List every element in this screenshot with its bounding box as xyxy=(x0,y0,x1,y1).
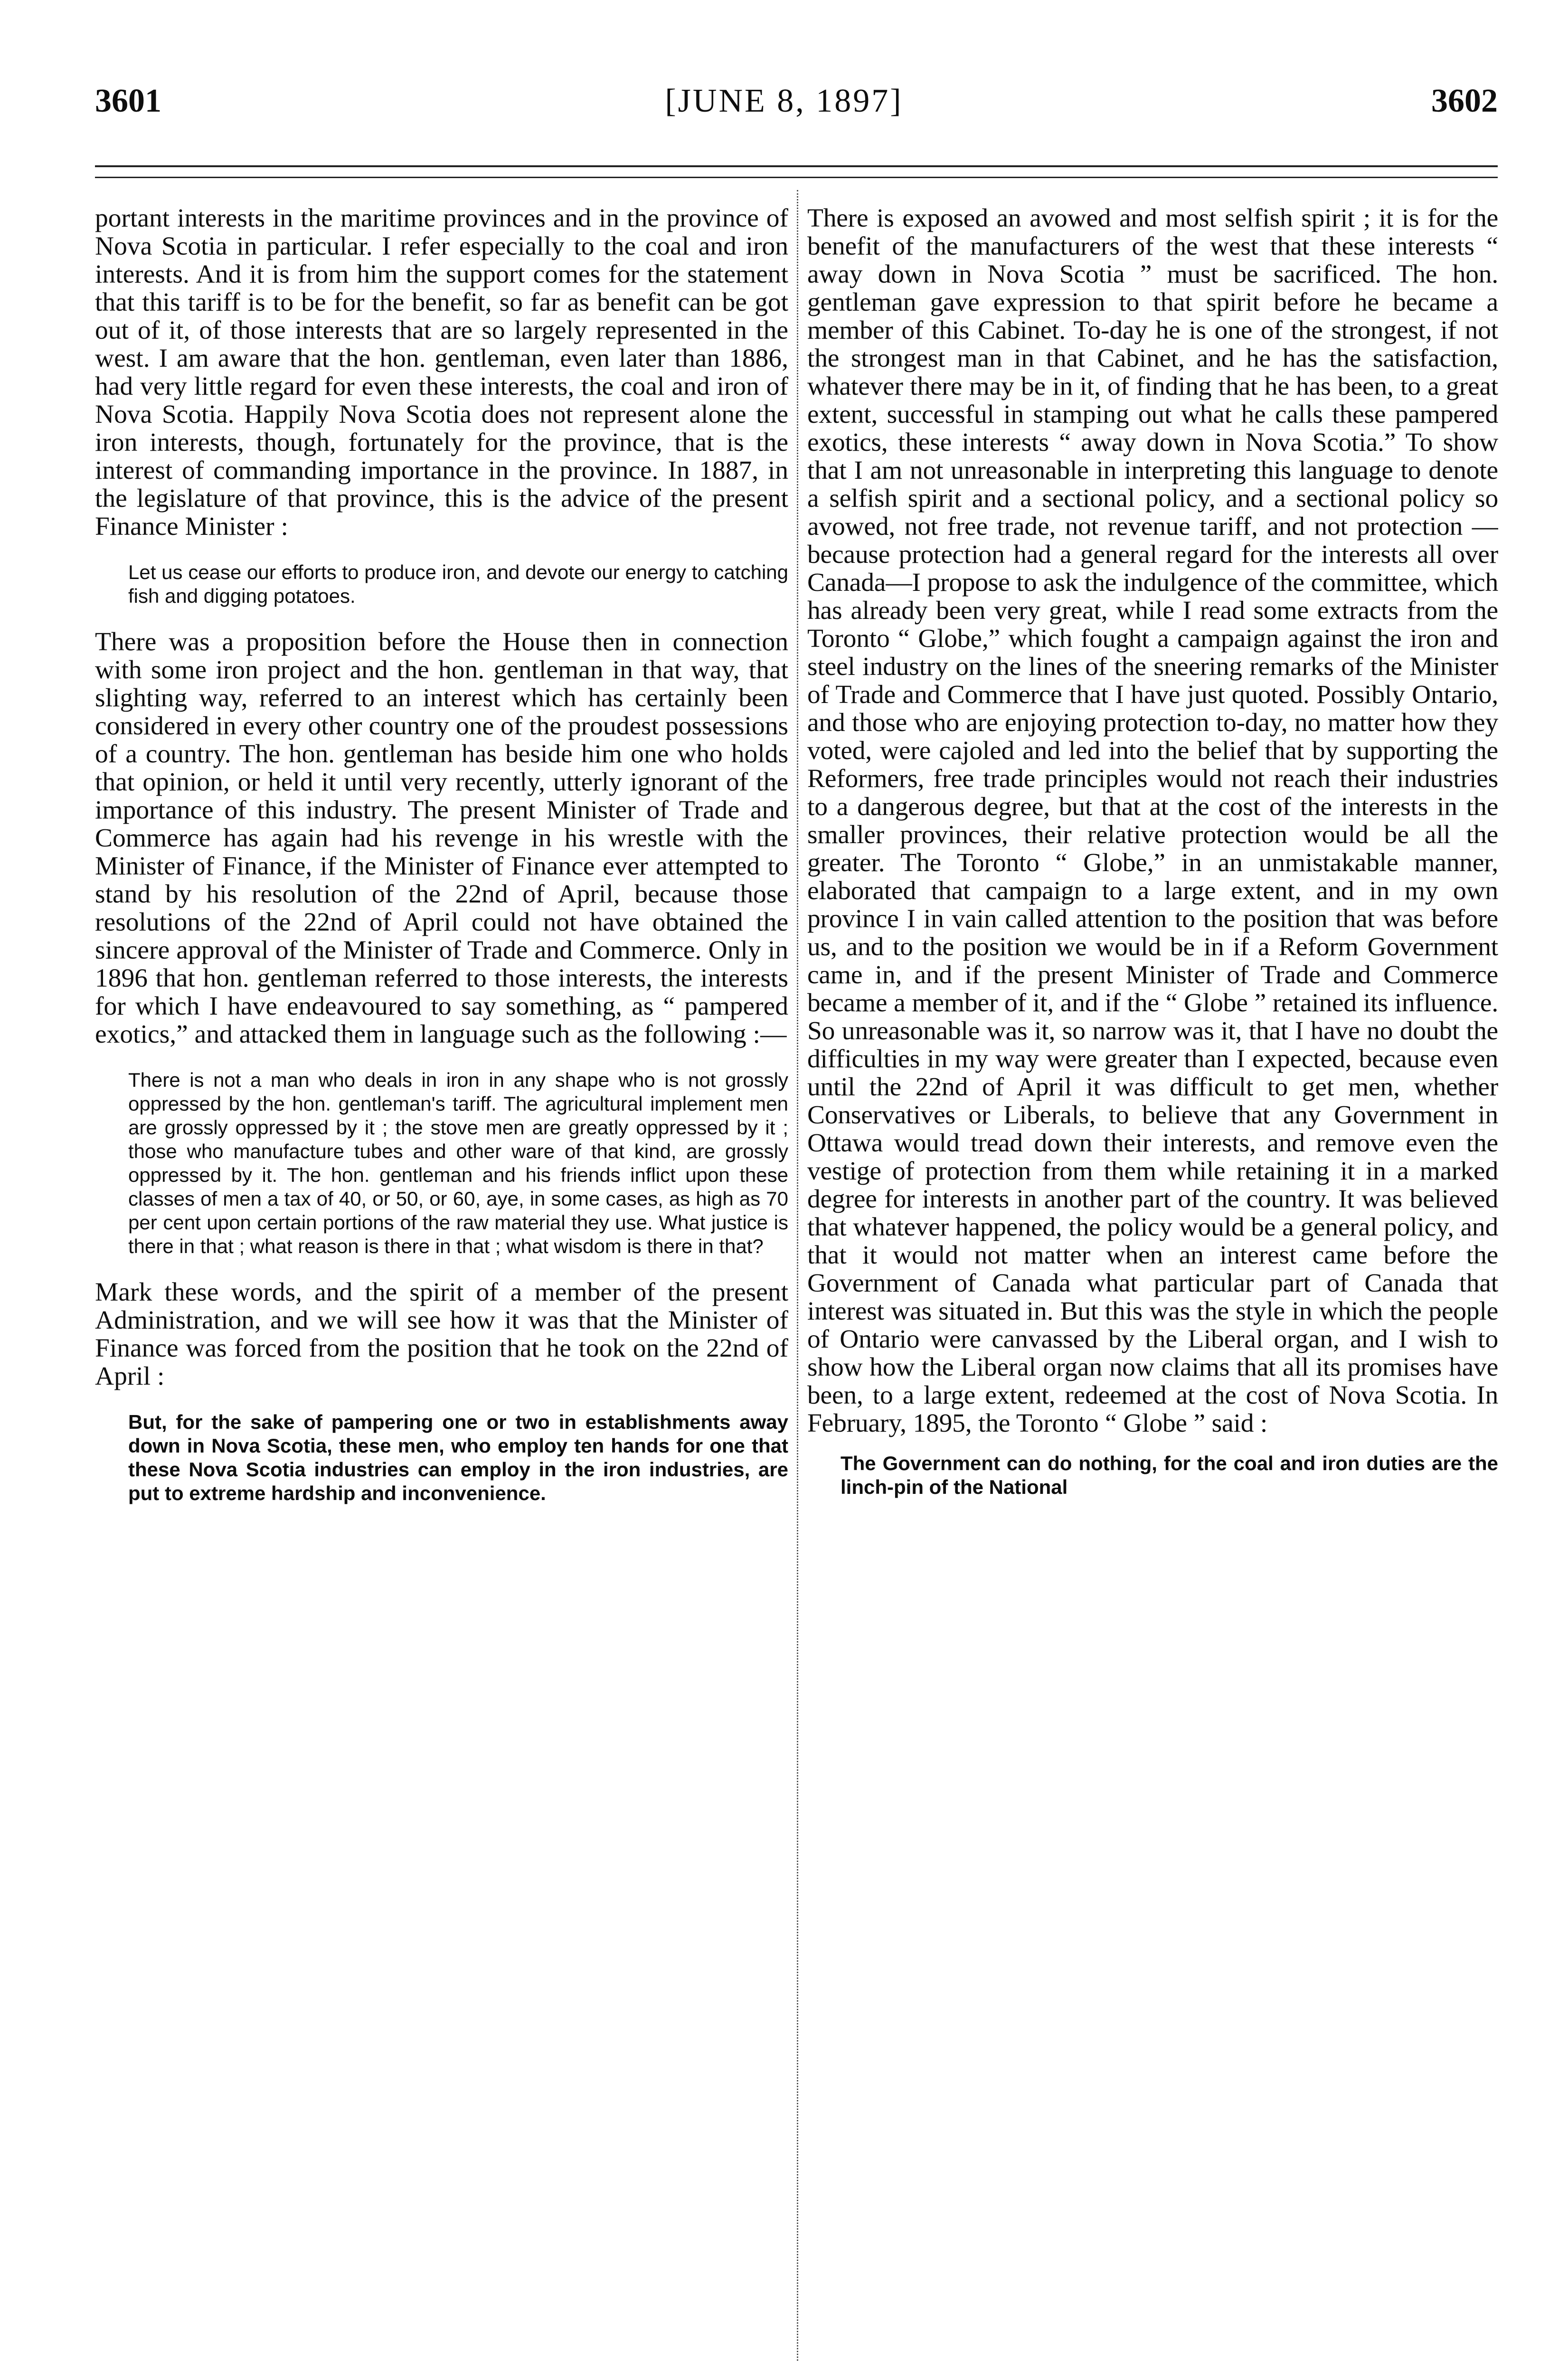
left-page-number: 3601 xyxy=(95,83,161,119)
left-column xyxy=(95,204,788,2361)
right-quote-1: The Government can do nothing, for the coal and iron duties are the linch-pin of the National xyxy=(841,1452,1498,1498)
left-quote-3: But, for the sake of pampering one or two in establishments away down in Nova Scotia, these men, who employ ten hands for one that these Nova Scotia industries can employ in the iron industries, are put to extreme hardship and inconvenience. xyxy=(128,1411,788,1504)
right-page-number: 3602 xyxy=(1431,83,1498,119)
page-date: [JUNE 8, 1897] xyxy=(665,83,903,119)
header-rule xyxy=(95,165,1498,167)
left-paragraph-2: There was a proposition before the House then in connection with some iron project and the hon. gentleman in that way, that slighting way, referred to an interest which has certainly been considered in every other country one of the proudest possessions of a country. The hon. gentleman has beside him one who holds that opinion, or held it until very recently, utterly ignorant of the importance of this industry. The present Minister of Trade and Commerce has again had his revenge in his wrestle with the Minister of Finance, if the Minister of Finance ever attempted to stand by his resolution of the 22nd of April, because those resolutions of the 22nd of April could not have obtained the sincere approval of the Minister of Trade and Commerce. Only in 1896 that hon. gentleman referred to those interests, the interests for which I have endeavoured to say something, as “ pampered exotics,” and attacked them in language such as the following :— xyxy=(95,627,788,1049)
left-paragraph-3: Mark these words, and the spirit of a member of the present Administration, and we will see how it was that the Minister of Finance was forced from the position that he took on the 22nd of April : xyxy=(95,1278,788,1391)
left-paragraph-1: portant interests in the maritime provinces and in the province of Nova Scotia in particular. I refer especially to the coal and iron interests. And it is from him the support comes for the statement that this tariff is to be for the benefit, so far as benefit can be got out of it, of those interests that are so largely represented in the west. I am aware that the hon. gentleman, even later than 1886, had very little regard for even these interests, the coal and iron of Nova Scotia. Happily Nova Scotia does not represent alone the iron interests, though, fortunately for the province, that is the interest of commanding importance in the province. In 1887, in the legislature of that province, this is the advice of the present Finance Minister : xyxy=(95,204,788,541)
left-quote-1: Let us cease our efforts to produce iron, and devote our energy to catching fish and digging potatoes. xyxy=(128,561,788,607)
right-column xyxy=(807,204,1498,2361)
right-paragraph-1: There is exposed an avowed and most selfish spirit ; it is for the benefit of the manufacturers of the west that these interests “ away down in Nova Scotia ” must be sacrificed. The hon. gentleman gave expression to that spirit before he became a member of this Cabinet. To-day he is one of the strongest, if not the strongest man in that Cabinet, and he has the satisfaction, whatever there may be in it, of finding that he has been, to a great extent, successful in stamping out what he calls these pampered exotics, these interests “ away down in Nova Scotia.” To show that I am not unreasonable in interpreting this language to denote a selfish spirit and a sectional policy, and a sectional policy so avowed, not free trade, not revenue tariff, and not protection —because protection had a general regard for the interests all over Canada—I propose to ask the indulgence of the committee, which has already been very great, while I read some extracts from the Toronto “ Globe,” which fought a campaign against the iron and steel industry on the lines of the sneering remarks of the Minister of Trade and Commerce that I have just quoted. Possibly Ontario, and those who are enjoying protection to-day, no matter how they voted, were cajoled and led into the belief that by supporting the Reformers, free trade principles would not reach their industries to a dangerous degree, but that at the cost of the interests in the smaller provinces, their relative protection would be all the greater. The Toronto “ Globe,” in an unmistakable manner, elaborated that campaign to a large extent, and in my own province I in vain called attention to the position that was before us, and to the position we would be in if a Reform Government came in, and if the present Minister of Trade and Commerce became a member of it, and if the “ Globe ” retained its influence. So unreasonable was it, so narrow was it, that I have no doubt the difficulties in my way were greater than I expected, because even until the 22nd of April it was difficult to get men, whether Conservatives or Liberals, to believe that any Government in Ottawa would tread down their interests, and remove even the vestige of protection from them while retaining it in a marked degree for interests in another part of the country. It was believed that whatever happened, the policy would be a general policy, and that it would not matter when an interest came before the Government of Canada what particular part of Canada that interest was situated in. But this was the style in which the people of Ontario were canvassed by the Liberal organ, and I wish to show how the Liberal organ now claims that all its promises have been, to a large extent, redeemed at the cost of Nova Scotia. In February, 1895, the Toronto “ Globe ” said : xyxy=(807,204,1498,1438)
column-divider xyxy=(797,190,798,2361)
left-quote-2: There is not a man who deals in iron in any shape who is not grossly oppressed by the hon. gentleman's tariff. The agricultural implement men are grossly oppressed by it ; the stove men are greatly oppressed by it ; those who manufacture tubes and other ware of that kind, are grossly oppressed by it. The hon. gentleman and his friends inflict upon these classes of men a tax of 40, or 50, or 60, aye, in some cases, as high as 70 per cent upon certain portions of the raw material they use. What justice is there in that ; what reason is there in that ; what wisdom is there in that? xyxy=(128,1069,788,1257)
header-rule-secondary xyxy=(95,177,1498,178)
